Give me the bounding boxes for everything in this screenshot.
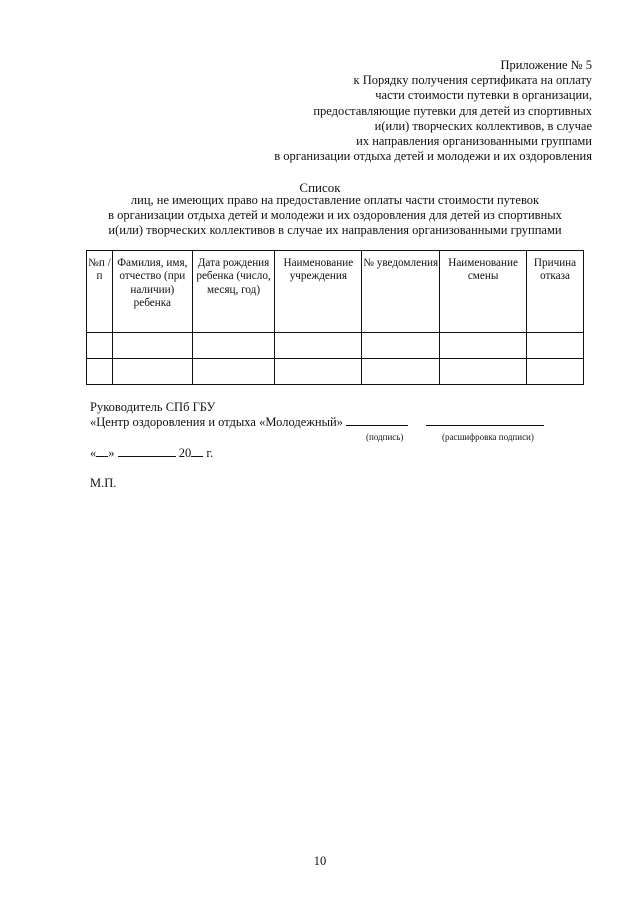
table-cell bbox=[192, 359, 275, 385]
list-title: Список bbox=[299, 180, 341, 195]
signature-block bbox=[90, 400, 544, 430]
date-open-quote: « bbox=[90, 446, 97, 460]
column-header-institution: Наименование учреждения bbox=[275, 251, 362, 333]
appendix-line: к Порядку получения сертификата на оплату bbox=[353, 73, 592, 88]
table-cell bbox=[440, 333, 527, 359]
column-header-birth-date: Дата рождения ребенка (число, месяц, год) bbox=[192, 251, 275, 333]
year-prefix: 20 bbox=[178, 446, 192, 460]
column-header-refusal-reason: Причина отказа bbox=[527, 251, 584, 333]
director-title: Руководитель СПб ГБУ bbox=[90, 400, 216, 414]
column-header-notification-number: № уведомления bbox=[362, 251, 440, 333]
organization-signature-line bbox=[90, 415, 544, 430]
date-line bbox=[90, 446, 213, 461]
stamp-place: М.П. bbox=[90, 476, 117, 490]
page-number: 10 bbox=[313, 854, 327, 868]
day-blank bbox=[96, 446, 108, 457]
table-cell bbox=[275, 359, 362, 385]
table-cell bbox=[275, 333, 362, 359]
table-cell bbox=[112, 359, 192, 385]
date-close-quote: » bbox=[108, 446, 115, 460]
appendix-line: и(или) творческих коллективов, в случае bbox=[374, 118, 592, 133]
list-description bbox=[70, 193, 600, 239]
list-description-line: лиц, не имеющих право на предоставление оплаты части стоимости путевок bbox=[130, 193, 540, 207]
table-cell bbox=[362, 359, 440, 385]
list-description-line: в организации отдыха детей и молодежи и их оздоровления для детей из спортивных bbox=[108, 208, 562, 223]
column-header-full-name: Фамилия, имя, отчество (при наличии) ребенка bbox=[112, 251, 192, 333]
table-cell bbox=[362, 333, 440, 359]
table-cell bbox=[112, 333, 192, 359]
appendix-line: предоставляющие путевки для детей из спортивных bbox=[313, 103, 592, 118]
table-cell bbox=[440, 359, 527, 385]
appendix-title: Приложение № 5 bbox=[500, 58, 592, 72]
appendix-line: их направления организованными группами bbox=[356, 134, 592, 149]
table-cell bbox=[527, 333, 584, 359]
table-cell bbox=[87, 359, 113, 385]
signature-caption: (подпись) bbox=[366, 432, 404, 442]
refusal-table bbox=[86, 250, 584, 385]
organization-name: «Центр оздоровления и отдыха «Молодежный» bbox=[90, 415, 343, 429]
month-blank bbox=[118, 446, 176, 457]
table-cell bbox=[192, 333, 275, 359]
year-suffix: г. bbox=[206, 446, 214, 460]
table-cell bbox=[87, 333, 113, 359]
signature-decode-blank bbox=[426, 415, 544, 426]
appendix-header bbox=[172, 58, 592, 164]
table-header-row bbox=[87, 251, 584, 333]
table-row bbox=[87, 359, 584, 385]
appendix-line: в организации отдыха детей и молодежи и их оздоровления bbox=[274, 149, 592, 164]
column-header-number: №п /п bbox=[87, 251, 113, 333]
signature-blank bbox=[346, 415, 408, 426]
table-row bbox=[87, 333, 584, 359]
year-blank bbox=[191, 446, 203, 457]
appendix-line: части стоимости путевки в организации, bbox=[375, 88, 592, 103]
list-description-line: и(или) творческих коллективов в случае их направления организованными группами bbox=[108, 223, 562, 238]
signature-decode-caption: (расшифровка подписи) bbox=[442, 432, 534, 442]
column-header-shift-name: Наименование смены bbox=[440, 251, 527, 333]
table-cell bbox=[527, 359, 584, 385]
